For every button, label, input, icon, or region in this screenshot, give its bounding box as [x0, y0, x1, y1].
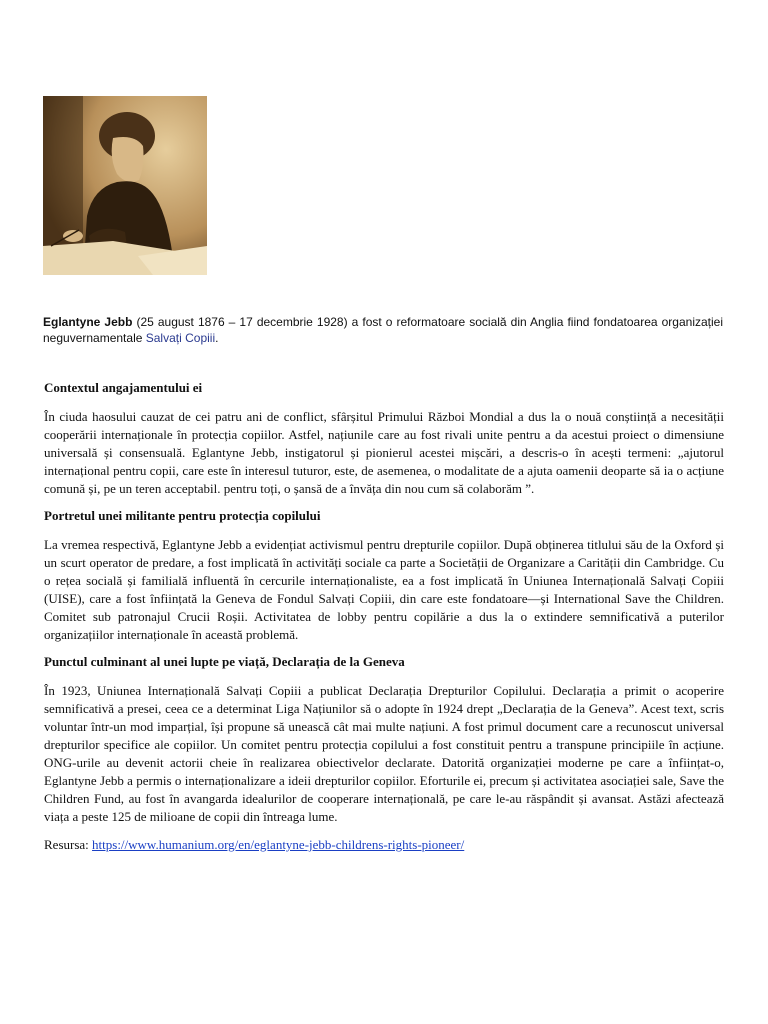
caption-link[interactable]: Salvați Copiii — [145, 331, 216, 345]
source-line — [44, 836, 724, 854]
section-heading: Punctul culminant al unei lupte pe viață, Declarația de la Geneva — [44, 654, 405, 669]
caption-text: (25 august 1876 – 17 decembrie 1928) a fost o reformatoare socială din Anglia fiind fondatoarea organizației neguvernamentale — [43, 315, 723, 345]
section-heading: Portretul unei militante pentru protecția copilului — [44, 508, 321, 523]
article — [44, 380, 724, 854]
section-heading: Contextul angajamentului ei — [44, 380, 203, 395]
portrait-photo — [43, 96, 207, 275]
source-label: Resursa: — [44, 837, 93, 852]
portrait-image — [43, 96, 207, 275]
source-link[interactable]: https://www.humanium.org/en/eglantyne-jebb-childrens-rights-pioneer/ — [92, 837, 465, 852]
caption-end: . — [215, 331, 219, 345]
section-paragraph: La vremea respectivă, Eglantyne Jebb a evidențiat activismul pentru drepturile copiilor. După obținerea titlului său de la Oxford și un scurt operator de predare, a fost implicată în activități sociale ca parte a Societății de Organizare a Carității din Cambridge. Cu o rețea socială și familială influentă în cercurile internaționaliste, ea a fost implicată în Uniunea Internațională Salvați Copiii (UISE), care a fost înființată la Geneva de Fondul Salvați Copiii, din care este fondatoare—și International Save the Children. Comitet sub patronajul Crucii Roșii. Activitatea de lobby pentru copilărie a dus la o extindere semnificativă a puterilor organizațiilor internaționale în această problemă. — [44, 537, 724, 642]
section-paragraph: În ciuda haosului cauzat de cei patru ani de conflict, sfârșitul Primului Război Mondial a dus la o nouă conștiință a necesității cooperării internaționale în protecția copiilor. Astfel, națiunile care au fost rivali unite pentru a da acestui proiect o dimensiune universală și consensuală. Eglantyne Jebb, instigatorul și pionierul acestei mișcări, a descris-o în acești termeni: „ajutorul internațional pentru copii, care este în interesul tuturor, este, de asemenea, o modalitate de a ajuta oamenii deoparte să ia o acțiune comună și, pe un teren acceptabil. pentru toți, o șansă de a învăța din nou cum să colaborăm ”. — [44, 409, 724, 496]
caption-name: Eglantyne Jebb — [43, 315, 133, 329]
photo-caption — [43, 314, 723, 346]
section-paragraph: În 1923, Uniunea Internațională Salvați Copiii a publicat Declarația Drepturilor Copilului. Declarația a primit o acoperire semnificativă a presei, ceea ce a determinat Liga Națiunilor să o adopte în 1924 drept „Declarația de la Geneva”. Acest text, scris voluntar într-un mod imparțial, își propune să unească cât mai multe națiuni. A fost primul document care a recunoscut universal drepturilor specifice ale copiilor. Un comitet pentru protecția copilului a fost constituit pentru a transpune principiile în acțiune. ONG-urile au devenit actorii cheie în realizarea obiectivelor declarate. Datorită organizației moderne pe care a înființat-o, Eglantyne Jebb a permis o internaționalizare a ideii drepturilor copiilor. Eforturile ei, precum și activitatea asociației sale, Save the Children Fund, au fost în avangarda idealurilor de cooperare internațională, pe care le-au răspândit și avansat. Astăzi afectează viața a peste 125 de milioane de copii din întreaga lume. — [44, 683, 724, 824]
